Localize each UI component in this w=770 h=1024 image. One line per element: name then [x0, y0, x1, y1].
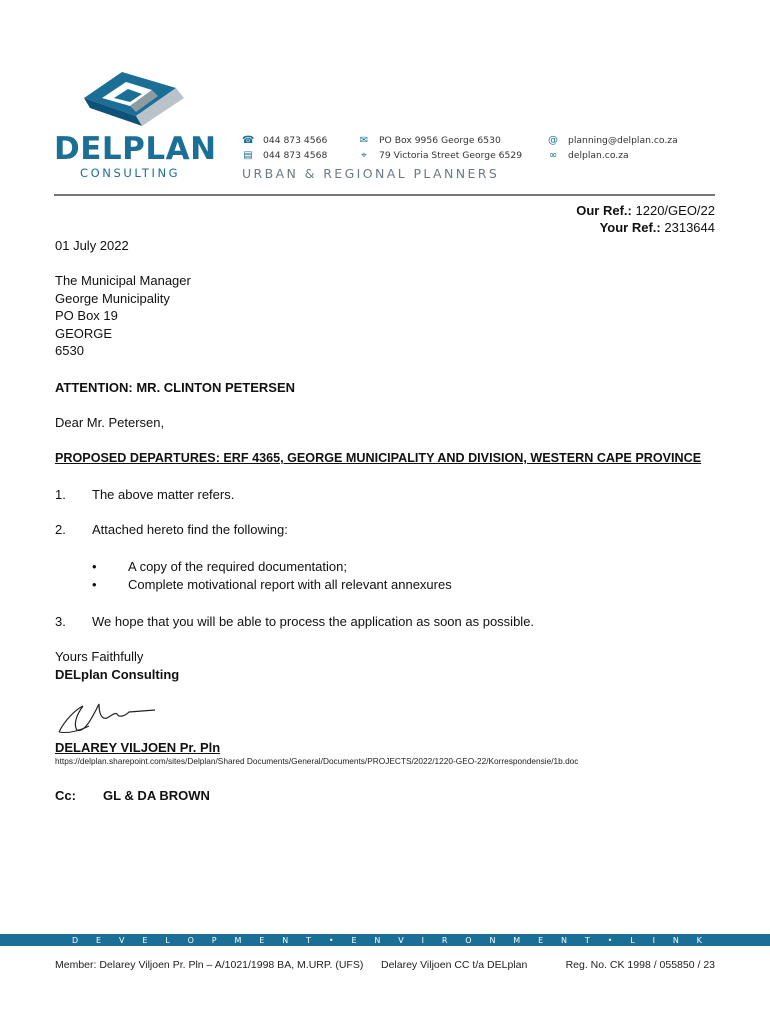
band-letter: E: [96, 936, 102, 945]
band-letter: N: [374, 936, 381, 945]
band-letter: P: [211, 936, 217, 945]
street-address: 79 Victoria Street George 6529: [379, 150, 523, 161]
bullet-text: A copy of the required documentation;: [128, 559, 347, 574]
band-letter: R: [441, 936, 448, 945]
address-line: 6530: [55, 343, 84, 358]
location-pin-icon: ⌖: [361, 150, 367, 161]
band-letter: N: [672, 936, 679, 945]
company-subtitle: CONSULTING: [80, 166, 181, 180]
address-line: George Municipality: [55, 290, 170, 306]
signature-image: [55, 690, 165, 740]
our-ref-label: Our Ref.:: [576, 203, 632, 218]
band-letter: O: [465, 936, 472, 945]
item-text: We hope that you will be able to process the application as soon as possible.: [92, 614, 535, 629]
logo-mark-icon: [80, 68, 190, 136]
header-divider: [54, 194, 715, 196]
band-letter: K: [696, 936, 702, 945]
signoff-company: DELplan Consulting: [55, 667, 180, 682]
bullet-dot: •: [92, 559, 97, 574]
subject-line: PROPOSED DEPARTURES: ERF 4365, GEORGE MUNICIPALITY AND DIVISION, WESTERN CAPE PROVINCE: [55, 451, 702, 465]
phone-1: 044 873 4566: [263, 135, 328, 146]
recipient-address: [55, 272, 191, 360]
cc-label: Cc:: [55, 788, 76, 803]
email-address: planning@delplan.co.za: [568, 135, 678, 146]
postal-address: PO Box 9956 George 6530: [379, 135, 501, 146]
phone-2: 044 873 4568: [263, 150, 328, 161]
item-number: 3.: [55, 614, 66, 629]
at-icon: @: [548, 135, 558, 146]
item-number: 1.: [55, 487, 66, 502]
band-letter: M: [234, 936, 242, 945]
your-ref-label: Your Ref.:: [599, 220, 661, 235]
footer-cc-name: Delarey Viljoen CC t/a DELplan: [381, 959, 528, 971]
your-ref: [600, 219, 715, 237]
bullet-dot: •: [92, 577, 97, 592]
company-name: DELPLAN: [54, 131, 217, 167]
band-letter: N: [282, 936, 289, 945]
item-text: The above matter refers.: [92, 487, 235, 502]
band-letter: I: [652, 936, 655, 945]
mail-icon: ✉: [359, 135, 369, 146]
fax-icon: ▤: [243, 150, 253, 161]
band-letter: D: [72, 936, 79, 945]
footer-reg: Reg. No. CK 1998 / 055850 / 23: [565, 959, 715, 971]
band-letter: O: [187, 936, 194, 945]
band-letter: E: [259, 936, 265, 945]
band-letter: N: [489, 936, 496, 945]
your-ref-value: 2313644: [664, 220, 715, 235]
website: delplan.co.za: [568, 150, 629, 161]
our-ref: [576, 202, 715, 220]
band-letter: E: [351, 936, 357, 945]
bullet-text: Complete motivational report with all relevant annexures: [128, 577, 452, 592]
band-letter: V: [118, 936, 125, 945]
item-text: Attached hereto find the following:: [92, 522, 288, 537]
band-letter: L: [165, 936, 170, 945]
tagline: URBAN & REGIONAL PLANNERS: [242, 166, 500, 181]
phone-icon: ☎: [242, 135, 255, 146]
band-letter: N: [561, 936, 567, 945]
attention-line: ATTENTION: MR. CLINTON PETERSEN: [55, 380, 296, 395]
letter-date: 01 July 2022: [55, 238, 129, 253]
band-letter: T: [584, 936, 590, 945]
address-line: The Municipal Manager: [55, 273, 191, 288]
address-line: PO Box 19: [55, 308, 118, 323]
file-path: https://delplan.sharepoint.com/sites/Delplan/Shared Documents/General/Documents/PROJECTS/2022/1220-GEO-22/Korrespondensie/1b.doc: [55, 756, 579, 766]
company-logo: [80, 68, 190, 136]
band-letter: T: [306, 936, 311, 945]
cc-value: GL & DA BROWN: [103, 788, 210, 803]
closing: Yours Faithfully: [55, 649, 144, 664]
band-letter: V: [398, 936, 404, 945]
band-letter: M: [513, 936, 521, 945]
item-number: 2.: [55, 522, 66, 537]
our-ref-value: 1220/GEO/22: [635, 203, 715, 218]
band-letter: E: [538, 936, 544, 945]
address-line: GEORGE: [55, 325, 113, 341]
footer-member: Member: Delarey Viljoen Pr. Pln – A/1021/1998 BA, M.URP. (UFS): [55, 959, 364, 971]
band-letter: •: [607, 936, 613, 945]
band-letter: E: [142, 936, 148, 945]
band-letter: L: [630, 936, 635, 945]
salutation: Dear Mr. Petersen,: [55, 415, 165, 430]
link-icon: ∞: [548, 150, 558, 161]
footer-band-text: [0, 935, 770, 947]
band-letter: •: [328, 936, 334, 945]
signatory-name: DELAREY VILJOEN Pr. Pln: [55, 740, 221, 755]
band-letter: I: [421, 936, 424, 945]
